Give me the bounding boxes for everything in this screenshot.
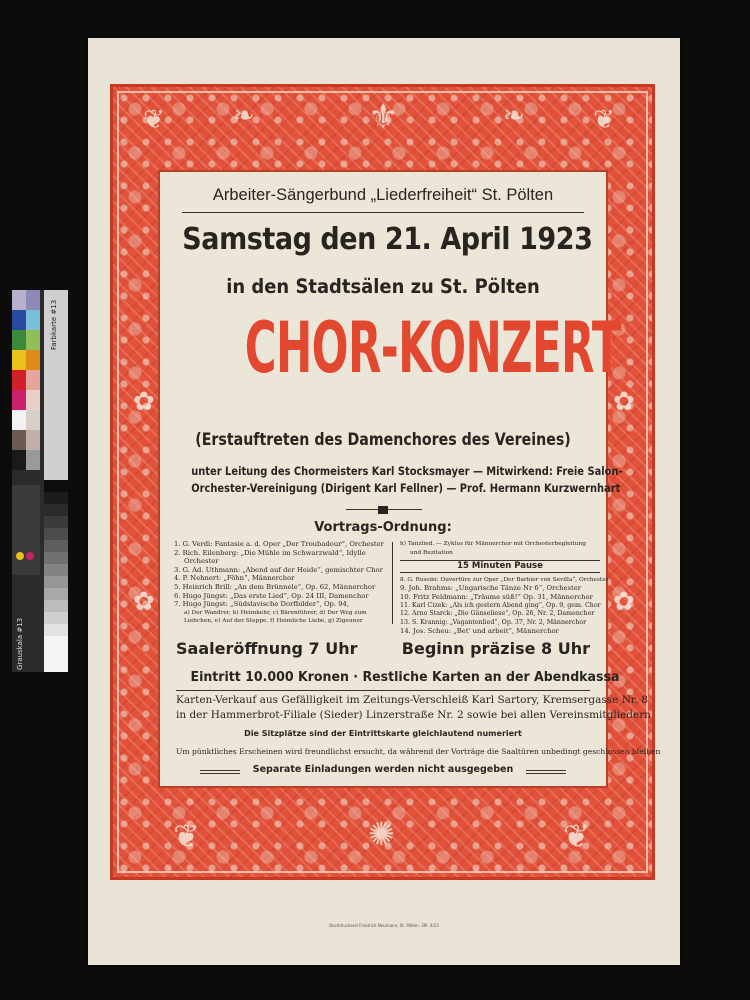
grey-step: [44, 564, 68, 576]
punctuality-note: Um pünktliches Erscheinen wird freundlichst ersucht, da während der Vorträge die Saaltüren unbedingt geschlossen bleiben: [176, 747, 661, 756]
grey-step: [44, 576, 68, 588]
card-label-top: Farbkarte #13: [50, 299, 58, 350]
program-item: 11. Karl Cizek: „Als ich gestern Abend ging“, Op. 9, gem. Chor: [400, 601, 601, 609]
grey-step: [44, 552, 68, 564]
cherub-ornament-icon: ❦: [593, 105, 615, 135]
grey-step: [44, 492, 68, 504]
swatch-yellow: [12, 350, 26, 370]
concert-venue: in den Stadtsälen zu St. Pölten: [226, 275, 540, 298]
start-time: Beginn präzise 8 Uhr: [401, 639, 590, 658]
printer-imprint: Buchdruckerei Friedrich Neumann, St. Pölten. 3M. 4/23: [329, 923, 439, 928]
grey-step: [44, 540, 68, 552]
card-magenta-dot: [26, 552, 34, 560]
dragon-ornament-icon: ❦: [563, 817, 590, 855]
swatch-cyan: [26, 310, 40, 330]
grey-step: [44, 516, 68, 528]
program-item: 3. G. Ad. Uthmann: „Abend auf der Heide“, gemischter Chor: [174, 565, 383, 574]
swatch-skin: [26, 390, 40, 410]
grey-step: [44, 636, 68, 672]
swatch-brown: [12, 430, 26, 450]
concert-title: CHOR-KONZERT: [244, 307, 621, 389]
grey-step: [44, 588, 68, 600]
invitation-right-rule: [526, 770, 566, 774]
section-rule: [176, 690, 590, 691]
concert-subtitle: (Erstauftreten des Damenchores des Vereines): [195, 430, 571, 449]
grey-step: [44, 528, 68, 540]
program-item: 2. Rich. Eilenberg: „Die Mühle im Schwarzwald“, Idylle: [174, 548, 366, 557]
header-rule: [182, 212, 584, 213]
program-item: 7. Hugo Jüngst: „Südslavische Dorfbilder“, Op. 94,: [174, 600, 350, 609]
bird-ornament-icon: ❧: [503, 101, 525, 131]
grey-step: [44, 504, 68, 516]
seats-note: Die Sitzplätze sind der Eintrittskarte gleichlautend numeriert: [244, 729, 522, 738]
card-dark-block: [12, 485, 40, 575]
program-item: Liebchen, e) Auf der Steppe, f) Heimliche Liebe, g) Zigeuner: [184, 618, 363, 625]
swatch-beige: [26, 410, 40, 430]
program-item: 12. Arno Starck: „Die Gänseliese“, Op. 26, Nr. 2, Damenchor: [400, 610, 595, 618]
program-column-separator: [392, 542, 393, 624]
invitations-note: Separate Einladungen werden nicht ausgegeben: [252, 764, 514, 775]
vine-ornament-icon: ✿: [133, 387, 155, 417]
dragon-ornament-icon: ❦: [173, 817, 200, 855]
program-item: 10. Fritz Feldmann: „Träume süß!“ Op. 31, Männerchor: [400, 592, 593, 601]
program-list-right: [400, 540, 609, 636]
card-yellow-dot: [16, 552, 24, 560]
swatch-purple: [26, 290, 40, 310]
vine-ornament-icon: ✿: [613, 587, 635, 617]
vine-ornament-icon: ✿: [133, 587, 155, 617]
vine-ornament-icon: ✿: [613, 387, 635, 417]
palmette-ornament-icon: ⚜: [368, 97, 399, 137]
swatch-magenta: [12, 390, 26, 410]
grey-step: [44, 600, 68, 612]
program-item: a) Der Wandrer, b) Heimkehr, c) Bärenführer, d) Der Weg zum: [184, 609, 367, 616]
swatch-orange: [26, 350, 40, 370]
program-item: 6. Hugo Jüngst: „Das erste Lied“, Op. 24 III, Damenchor: [174, 591, 369, 600]
swatch-white: [12, 410, 26, 430]
admission-price: Eintritt 10.000 Kronen · Restliche Karten an der Abendkassa: [190, 669, 620, 685]
rosette-ornament-icon: ✺: [368, 815, 395, 853]
program-item: und Rezitation: [410, 549, 453, 556]
program-heading: Vortrags-Ordnung:: [314, 520, 452, 535]
concert-date: Samstag den 21. April 1923: [182, 222, 593, 257]
program-item: 4. P. Nehnert: „Föhn“, Männerchor: [174, 574, 295, 583]
grey-step: [44, 624, 68, 636]
program-item: 8. G. Rossini: Ouvertüre zur Oper „Der Barbier von Sevilla“, Orchester: [400, 576, 609, 583]
swatch-grey: [26, 450, 40, 470]
conductor-line: unter Leitung des Chormeisters Karl Stocksmayer — Mitwirkend: Freie Salon-: [191, 464, 623, 478]
card-ruler: [44, 290, 68, 480]
cherub-ornament-icon: ❦: [143, 105, 165, 135]
swatch-pink: [26, 370, 40, 390]
swatch-red: [12, 370, 26, 390]
grey-step: [44, 480, 68, 492]
intermission-label: 15 Minuten Pause: [400, 560, 600, 573]
grey-step: [44, 612, 68, 624]
program-item: 13. S. Krannig: „Vagantenlied“, Op. 37, Nr. 2, Männerchor: [400, 618, 587, 626]
doors-open-time: Saaleröffnung 7 Uhr: [176, 639, 358, 658]
program-item: 14. Jos. Scheu: „Bet' und arbeit“, Männerchor: [400, 627, 559, 636]
program-list-left: [174, 540, 386, 626]
ornamental-divider: [346, 506, 422, 514]
ticket-sale-line-1: Karten-Verkauf aus Gefälligkeit im Zeitungs-Verschleiß Karl Sartory, Kremsergasse Nr. 8: [176, 694, 649, 706]
bird-ornament-icon: ❧: [233, 101, 255, 131]
ticket-sale-line-2: in der Hammerbrot-Filiale (Sieder) Linzerstraße Nr. 2 sowie bei allen Vereinsmitgliedern: [176, 709, 651, 721]
program-item: 1. G. Verdi: Fantasie a. d. Oper „Der Troubadour“, Orchester: [174, 540, 384, 548]
program-item: 5. Heinrich Brill: „An dem Brünnele“, Op. 62, Männerchor: [174, 582, 376, 591]
swatch-taupe: [26, 430, 40, 450]
swatch-blue: [12, 310, 26, 330]
card-label-bottom: Grauskala #13: [16, 617, 24, 670]
swatch-lightgreen: [26, 330, 40, 350]
orchestra-line: Orchester-Vereinigung (Dirigent Karl Fellner) — Prof. Hermann Kurzwernhart: [191, 481, 621, 495]
text-panel: [158, 170, 661, 788]
organization-name: Arbeiter-Sängerbund „Liederfreiheit“ St. Pölten: [212, 186, 554, 204]
program-item: 9. Joh. Brahms: „Ungarische Tänze Nr 6“, Orchester: [400, 584, 582, 593]
swatch-lavender: [12, 290, 26, 310]
program-item: h) Tanzlied. — Zyklus für Männerchor mit Orchesterbegleitung: [400, 541, 586, 547]
times-row: [176, 639, 590, 658]
program-item: Orchester: [184, 557, 219, 566]
swatch-green: [12, 330, 26, 350]
swatch-black: [12, 450, 26, 470]
